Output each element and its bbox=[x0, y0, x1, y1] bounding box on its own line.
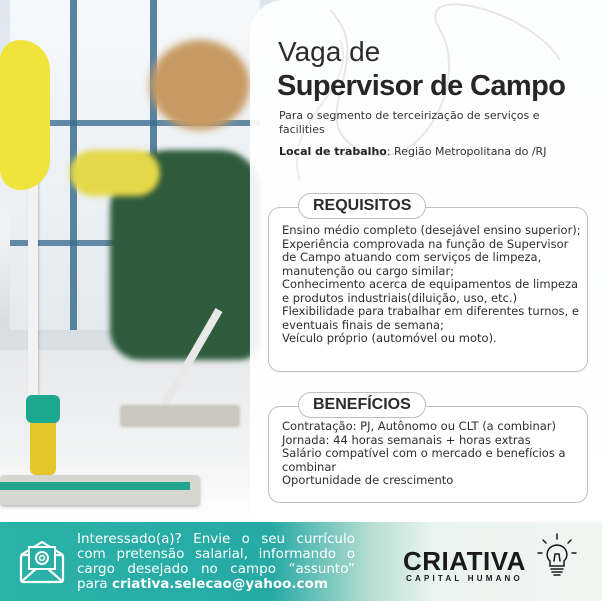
mop-joint bbox=[26, 395, 60, 423]
list-item: Oportunidade de crescimento bbox=[282, 473, 454, 487]
job-title: Supervisor de Campo bbox=[277, 70, 566, 102]
work-location-label: Local de trabalho bbox=[279, 145, 387, 158]
title-line-1: Vaga de bbox=[278, 36, 381, 67]
benefits-list bbox=[282, 420, 584, 488]
mop-pad bbox=[0, 475, 200, 505]
requirements-heading: REQUISITOS bbox=[298, 193, 426, 219]
mop-pad-stripe bbox=[0, 482, 190, 490]
brand-tagline: CAPITAL HUMANO bbox=[406, 574, 523, 583]
requirements-list bbox=[282, 224, 582, 346]
segment-text: Para o segmento de terceirização de serviços e facilities bbox=[279, 109, 540, 136]
list-item: Salário compatível com o mercado e benefícios a combinar bbox=[282, 446, 566, 474]
list-item: Flexibilidade para trabalhar em diferentes turnos, e eventuais finais de semana; bbox=[282, 304, 579, 332]
list-item: Jornada: 44 horas semanais + horas extras bbox=[282, 432, 531, 447]
work-location bbox=[279, 144, 579, 159]
lightbulb-icon bbox=[537, 533, 577, 579]
cleaner-arm bbox=[70, 150, 160, 196]
list-item: Veículo próprio (automóvel ou moto). bbox=[282, 331, 497, 345]
benefits-heading: BENEFÍCIOS bbox=[298, 392, 426, 418]
contact-instructions: Interessado(a)? Envie o seu currículo com pretensão salarial, informando o cargo desejado no campo “assunto” para bbox=[77, 531, 355, 592]
mop-pad-back bbox=[120, 405, 240, 427]
work-location-value: : Região Metropolitana do /RJ bbox=[386, 145, 547, 158]
mop-handle bbox=[28, 170, 38, 420]
cleaner-head bbox=[150, 40, 250, 130]
list-item: Ensino médio completo (desejável ensino superior); bbox=[282, 223, 581, 237]
envelope-at-icon bbox=[18, 541, 66, 585]
list-item: Experiência comprovada na função de Supervisor de Campo atuando com serviços de limpeza, manutenção ou cargo similar; bbox=[282, 236, 569, 278]
contact-text bbox=[77, 532, 355, 592]
list-item: Contratação: PJ, Autônomo ou CLT (a combinar) bbox=[282, 419, 556, 433]
contact-email[interactable]: criativa.selecao@yahoo.com bbox=[111, 576, 328, 592]
brand-name: CRIATIVA bbox=[403, 546, 526, 576]
list-item: Conhecimento acerca de equipamentos de limpeza e produtos industriais(diluição, uso, etc.) bbox=[282, 277, 579, 305]
yellow-glove bbox=[0, 40, 50, 190]
